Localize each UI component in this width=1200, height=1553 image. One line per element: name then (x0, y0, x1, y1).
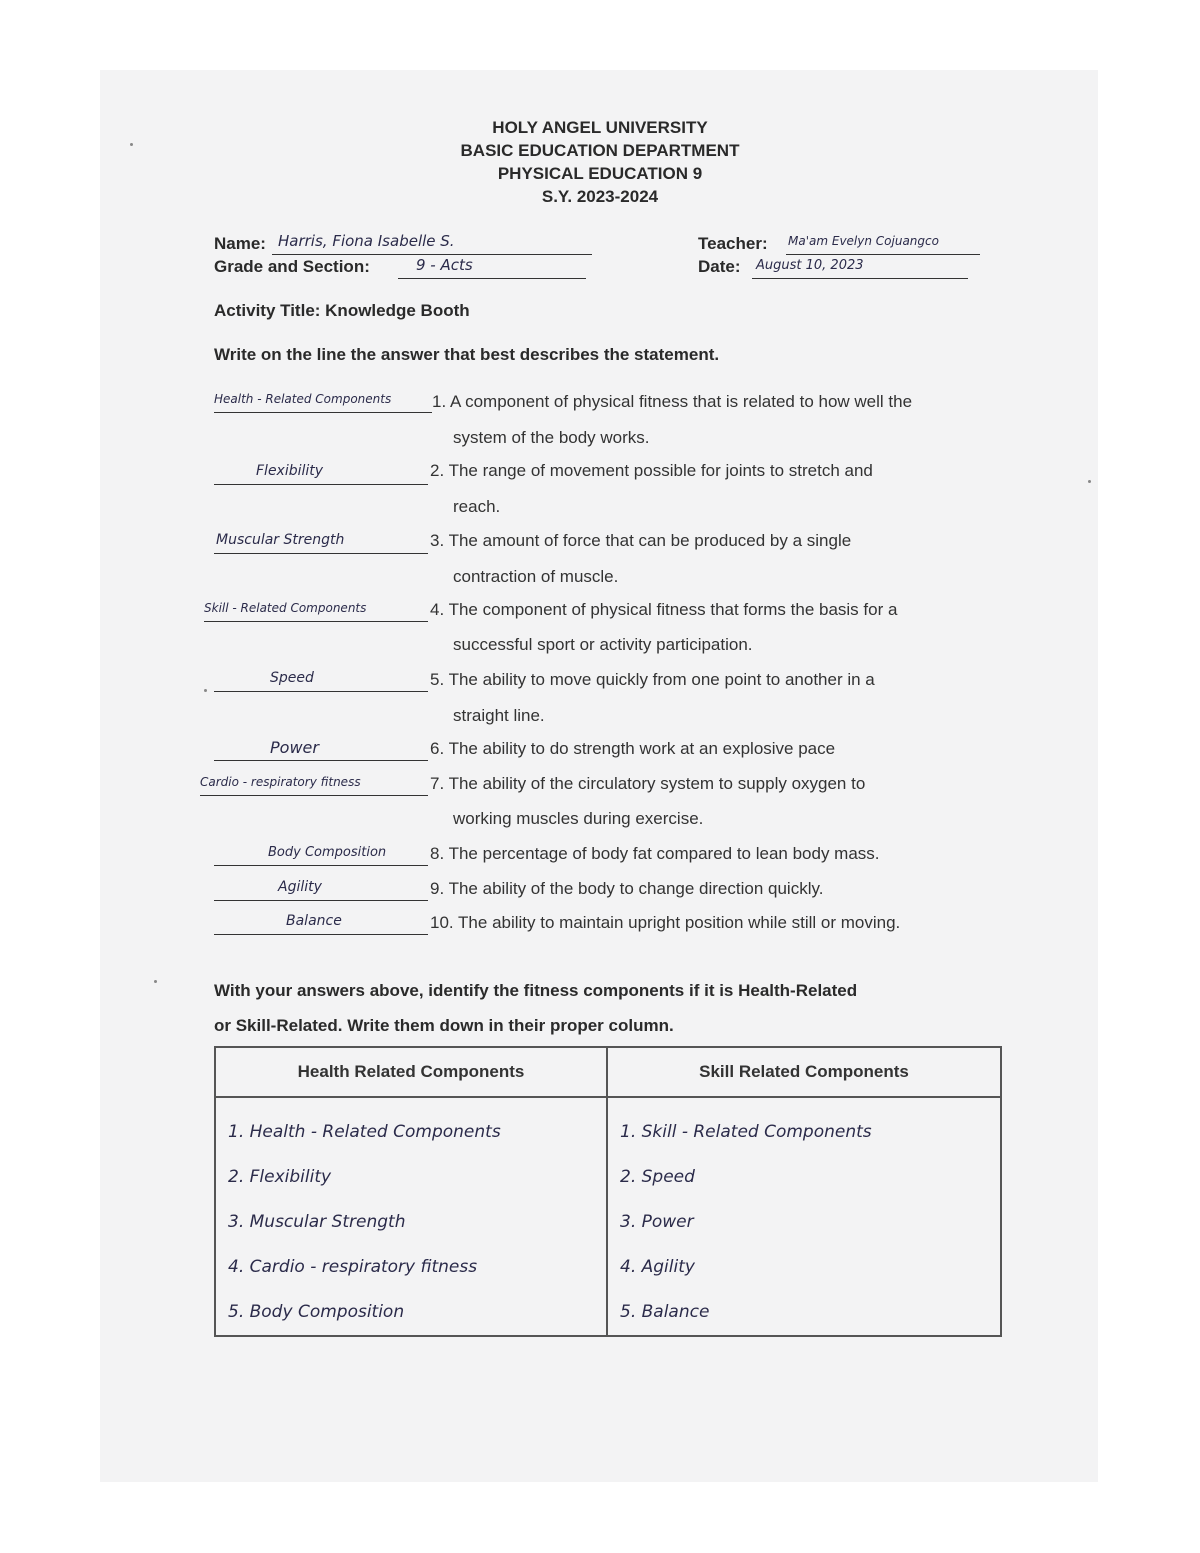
list-item: 4. Agility (620, 1257, 695, 1277)
instruction-2-continued: or Skill-Related. Write them down in their proper column. (214, 1016, 674, 1035)
date-line (752, 256, 968, 279)
answer-line (204, 599, 428, 622)
answer-line (200, 773, 428, 796)
list-item: 5. Balance (620, 1302, 710, 1322)
question-text: 7. The ability of the circulatory system to supply oxygen to (430, 774, 866, 793)
grade-line (398, 256, 586, 279)
question-text: 10. The ability to maintain upright position while still or moving. (430, 913, 901, 932)
date-label: Date: (698, 257, 741, 276)
school-name: HOLY ANGEL UNIVERSITY (492, 118, 708, 137)
scan-speck (130, 143, 133, 146)
answer-line (214, 912, 428, 935)
answer-line (214, 390, 432, 413)
answer-text: Muscular Strength (216, 532, 345, 548)
question-text-continued: working muscles during exercise. (453, 809, 704, 828)
department-name: BASIC EDUCATION DEPARTMENT (460, 141, 740, 160)
question-text: 1. A component of physical fitness that is related to how well the (432, 392, 913, 411)
list-item: 2. Flexibility (228, 1167, 332, 1187)
question-text: 5. The ability to move quickly from one point to another in a (430, 670, 875, 689)
scan-speck (204, 689, 207, 692)
question-text: 3. The amount of force that can be produced by a single (430, 531, 852, 550)
answer-text: Body Composition (268, 845, 387, 860)
answer-text: Cardio - respiratory fitness (200, 775, 361, 789)
answer-line (214, 531, 428, 554)
list-item: 2. Speed (620, 1167, 695, 1187)
question-text-continued: system of the body works. (453, 428, 650, 447)
question-text: 9. The ability of the body to change direction quickly. (430, 879, 824, 898)
health-header: Health Related Components (215, 1047, 607, 1097)
answer-line (214, 878, 428, 901)
skill-header: Skill Related Components (607, 1047, 1001, 1097)
answer-text: Power (270, 738, 319, 757)
answer-text: Balance (286, 913, 342, 929)
teacher-value: Ma'am Evelyn Cojuangco (788, 234, 939, 248)
grade-value: 9 - Acts (416, 256, 473, 274)
grade-label: Grade and Section: (214, 257, 370, 276)
question-text: 8. The percentage of body fat compared to lean body mass. (430, 844, 880, 863)
health-column (215, 1097, 607, 1336)
question-text: 2. The range of movement possible for joints to stretch and (430, 461, 873, 480)
list-item: 5. Body Composition (228, 1302, 405, 1322)
answer-line (214, 669, 428, 692)
teacher-label: Teacher: (698, 234, 768, 253)
answer-line (214, 738, 428, 761)
question-text-continued: reach. (453, 497, 501, 516)
question-text-continued: contraction of muscle. (453, 567, 619, 586)
list-item: 1. Skill - Related Components (620, 1122, 872, 1142)
name-label: Name: (214, 234, 266, 253)
answer-text: Speed (270, 670, 314, 686)
answer-text: Health - Related Components (214, 392, 392, 406)
date-value: August 10, 2023 (756, 258, 864, 273)
components-table (214, 1046, 1002, 1337)
name-value: Harris, Fiona Isabelle S. (278, 232, 455, 250)
scan-speck (154, 980, 157, 983)
table-row (215, 1097, 1001, 1336)
answer-text: Skill - Related Components (204, 601, 367, 615)
school-year: S.Y. 2023-2024 (541, 187, 659, 206)
scan-speck (1088, 480, 1091, 483)
list-item: 4. Cardio - respiratory fitness (228, 1257, 478, 1277)
table-header-row (215, 1047, 1001, 1097)
teacher-line (786, 232, 980, 255)
answer-line (214, 462, 428, 485)
question-text: 6. The ability to do strength work at an explosive pace (430, 739, 836, 758)
instruction-1: Write on the line the answer that best describes the statement. (214, 345, 720, 364)
skill-column (607, 1097, 1001, 1336)
name-line (272, 232, 592, 255)
list-item: 3. Muscular Strength (228, 1212, 406, 1232)
question-text-continued: successful sport or activity participation. (453, 635, 753, 654)
answer-text: Flexibility (256, 463, 324, 479)
list-item: 1. Health - Related Components (228, 1122, 501, 1142)
question-text-continued: straight line. (453, 706, 545, 725)
instruction-2: With your answers above, identify the fitness components if it is Health-Related (214, 981, 858, 1000)
activity-title: Activity Title: Knowledge Booth (214, 301, 470, 320)
question-text: 4. The component of physical fitness that forms the basis for a (430, 600, 898, 619)
answer-line (214, 843, 428, 866)
subject-name: PHYSICAL EDUCATION 9 (497, 164, 703, 183)
list-item: 3. Power (620, 1212, 694, 1232)
answer-text: Agility (278, 879, 322, 895)
